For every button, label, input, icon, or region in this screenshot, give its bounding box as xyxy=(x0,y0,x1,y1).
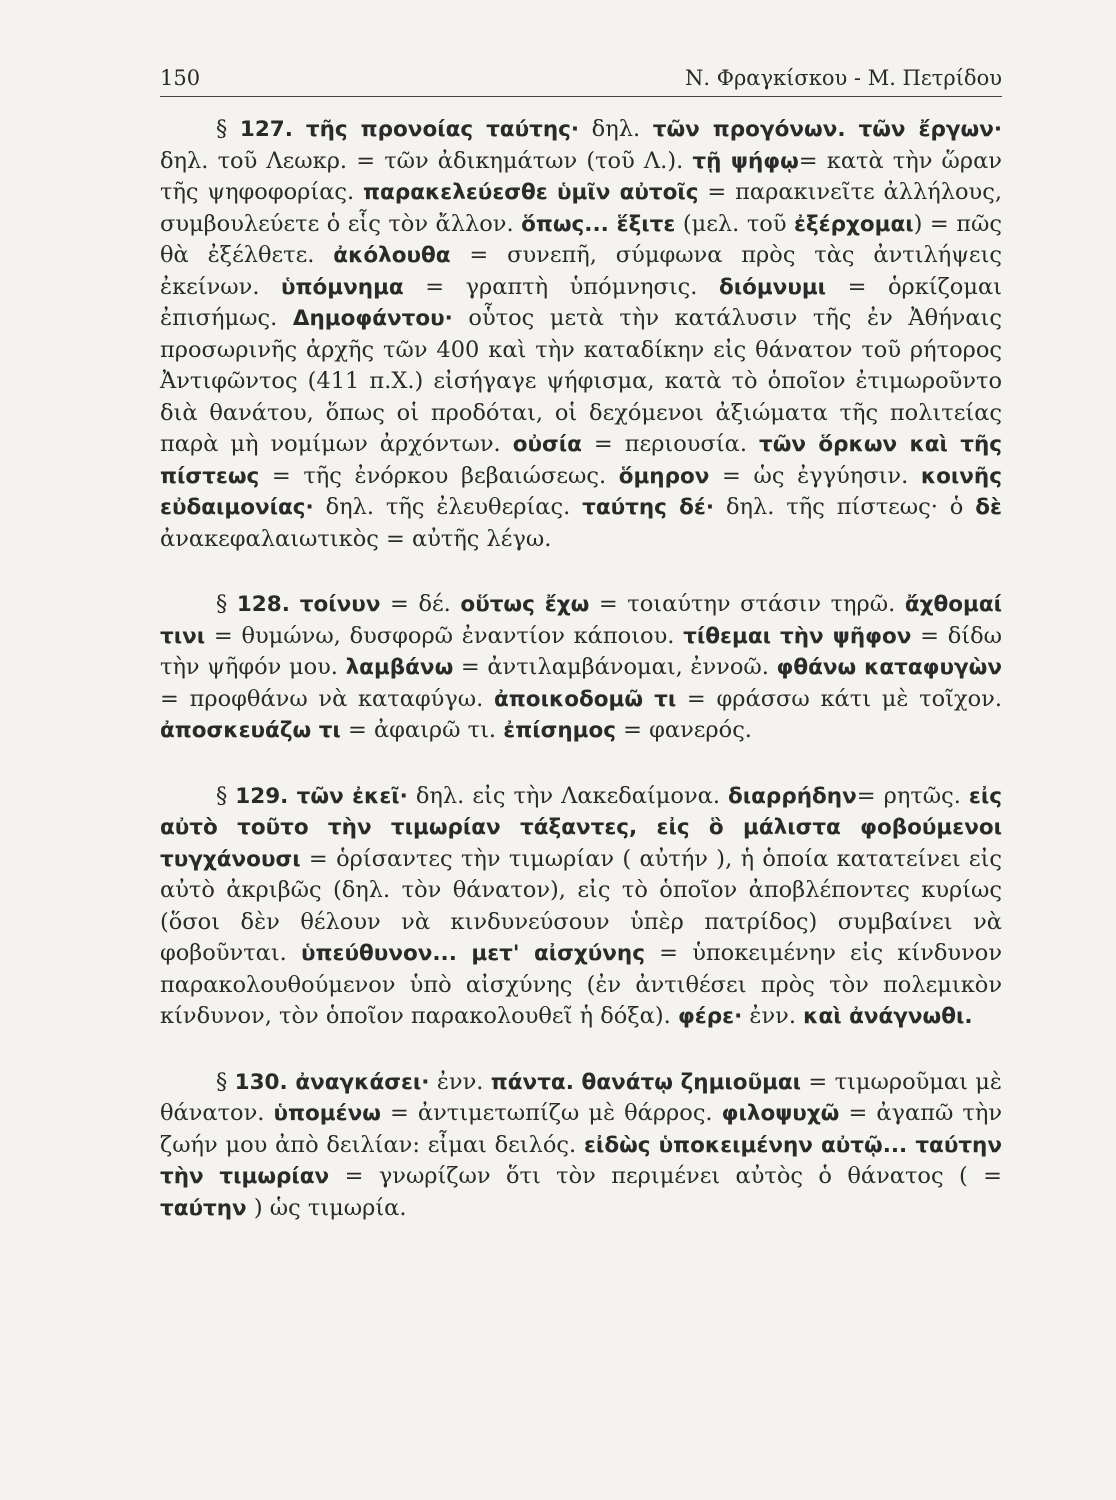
gloss-text: = δέ. xyxy=(380,591,461,617)
gloss-text: = παρακινεῖτε ἀλλήλους, συμβουλεύετε ὁ εἷς τὸν ἄλλον. xyxy=(160,179,1002,237)
gloss-text: § xyxy=(216,116,240,142)
lemma-term: φθάνω καταφυγὼν xyxy=(776,655,1002,680)
gloss-text: = γραπτὴ ὑπόμνησις. xyxy=(403,273,719,300)
lemma-term: τῶν προγόνων. τῶν ἔργων· xyxy=(652,117,1003,142)
lemma-term: ὑπομένω xyxy=(273,1101,381,1126)
lemma-term: 128. τοίνυν xyxy=(236,592,381,617)
lemma-term: 129. τῶν ἐκεῖ· xyxy=(235,783,408,809)
gloss-text: = ὡς ἐγγύησιν. xyxy=(709,462,921,489)
lemma-term: ἄχθομαί τινι xyxy=(160,592,1002,649)
gloss-text: δηλ. τῆς πίστεως· ὁ xyxy=(714,494,976,520)
page-number: 150 xyxy=(160,66,201,90)
lemma-term: εἰς αὐτὸ τοῦτο τὴν τιμωρίαν τάξαντες, εἰς ὃ μάλιστα φοβούμενοι τυγχάνουσι xyxy=(160,783,1002,872)
gloss-text: = δίδω τὴν ψῆφόν μου. xyxy=(160,622,1002,680)
gloss-text: = ὑποκειμένην εἰς κίνδυνον παρακολουθούμενον ὑπὸ αἰσχύνης (ἐν ἀντιθέσει πρὸς τὸν πολεμικὸν κίνδυνον, τὸν ὁποῖον παρακολουθεῖ ἡ δόξα). xyxy=(160,940,1002,1029)
lemma-term: καὶ ἀνάγνωθι. xyxy=(803,1004,973,1029)
gloss-text: οὗτος μετὰ τὴν κατάλυσιν τῆς ἐν Ἀθήναις προσωρινῆς ἀρχῆς τῶν 400 καὶ τὴν καταδίκην εἰς θάνατον τοῦ ρήτορος Ἀντιφῶντος (411 π.Χ.) εἰσήγαγε ψήφισμα, κατὰ τὸ ὁποῖον ἐτιμωροῦντο διὰ θανάτου, ὅπως οἱ προδόται, οἱ δεχόμενοι ἀξιώματα τῆς πολιτείας παρὰ μὴ νομίμων ἀρχόντων. xyxy=(160,305,1002,457)
author-line: Ν. Φραγκίσκου - Μ. Πετρίδου xyxy=(685,66,1002,90)
lemma-term: διόμνυμι xyxy=(718,274,827,300)
lemma-term: ἀκόλουθα xyxy=(333,243,451,268)
running-header xyxy=(160,66,1002,97)
lemma-term: ὅπως... ἕξιτε xyxy=(521,211,676,237)
lemma-term: φιλοψυχῶ xyxy=(721,1101,840,1126)
lemma-term: 127. τῆς προνοίας ταύτης· xyxy=(239,117,580,142)
lemma-term: ἐπίσημος xyxy=(503,718,616,743)
lemma-term: κοινῆς εὐδαιμονίας· xyxy=(160,463,1002,520)
gloss-text: δηλ. εἰς τὴν Λακεδαίμονα. xyxy=(407,782,729,809)
gloss-text: = προφθάνω νὰ καταφύγω. xyxy=(160,685,495,712)
lemma-term: Δημοφάντου· xyxy=(292,306,453,331)
lemma-term: παρακελεύεσθε ὑμῖν αὐτοῖς xyxy=(363,180,699,205)
gloss-text: = ὁρκίζομαι ἐπισήμως. xyxy=(160,273,1002,331)
lemma-term: ταύτην xyxy=(160,1195,247,1221)
gloss-text: ) ὡς τιμωρία. xyxy=(246,1194,407,1221)
gloss-text: = θυμώνω, δυσφορῶ ἐναντίον κάποιου. xyxy=(205,622,684,649)
lemma-term: οὐσία xyxy=(512,432,582,457)
lemma-term: τῶν ὅρκων καὶ τῆς πίστεως xyxy=(160,432,1002,489)
paragraph-127 xyxy=(160,114,1002,555)
gloss-text: § xyxy=(216,591,237,617)
gloss-text: δηλ. xyxy=(579,116,653,142)
lemma-term: φέρε· xyxy=(677,1004,743,1029)
lemma-term: ἀποικοδομῶ τι xyxy=(494,686,677,712)
gloss-text: = ἀγαπῶ τὴν ζωήν μου ἀπὸ δειλίαν: εἶμαι δειλός. xyxy=(160,1100,1002,1158)
lemma-term: ὅμηρον xyxy=(618,463,710,489)
gloss-text: = φράσσω κάτι μὲ τοῖχον. xyxy=(676,685,1002,712)
lemma-term: ταύτης δέ· xyxy=(582,495,715,520)
gloss-text: = τοιαύτην στάσιν τηρῶ. xyxy=(589,591,905,617)
lemma-term: δὲ xyxy=(975,495,1002,520)
gloss-text: = ἀφαιρῶ τι. xyxy=(340,717,504,743)
gloss-text: § xyxy=(216,1068,235,1095)
lemma-term: διαρρήδην xyxy=(728,783,857,809)
gloss-text: (μελ. τοῦ xyxy=(675,210,794,237)
gloss-text: δηλ. τοῦ Λεωκρ. = τῶν ἀδικημάτων (τοῦ Λ.). xyxy=(160,147,693,174)
gloss-text: ) = πῶς θὰ ἐξέλθετε. xyxy=(160,210,1002,268)
commentary-text xyxy=(160,114,1002,1258)
gloss-text: § xyxy=(216,782,236,809)
gloss-text: = ὁρίσαντες τὴν τιμωρίαν ( αὐτήν ), ἡ ὁποία κατατείνει εἰς αὐτὸ ἀκριβῶς (δηλ. τὸν θάνατον), εἰς τὸ ὁποῖον ἀποβλέποντες κυρίως (ὅσοι δὲν θέλουν νὰ κινδυνεύσουν ὑπὲρ πατρίδος) συμβαίνει νὰ φοβοῦνται. xyxy=(160,845,1002,966)
lemma-term: ἐξέρχομαι xyxy=(794,211,914,237)
lemma-term: εἰδὼς ὑποκειμένην αὐτῷ... ταύτην τὴν τιμωρίαν xyxy=(160,1132,1003,1189)
lemma-term: ὑπόμνημα xyxy=(281,274,404,300)
paragraph-128 xyxy=(160,589,1002,747)
lemma-term: λαμβάνω xyxy=(345,655,454,680)
gloss-text: = γνωρίζων ὅτι τὸν περιμένει αὐτὸς ὁ θάνατος ( = xyxy=(329,1163,1002,1189)
gloss-text: ἐνν. xyxy=(742,1003,804,1029)
lemma-term: 130. ἀναγκάσει· xyxy=(234,1069,430,1095)
gloss-text: = τιμωροῦμαι μὲ θάνατον. xyxy=(160,1068,1002,1126)
gloss-text: = ἀντιμετωπίζω μὲ θάρρος. xyxy=(380,1100,722,1126)
gloss-text: = τῆς ἐνόρκου βεβαιώσεως. xyxy=(259,462,619,489)
lemma-term: τῇ ψήφῳ xyxy=(692,148,799,174)
paragraph-129 xyxy=(160,781,1002,1033)
gloss-text: = συνεπῆ, σύμφωνα πρὸς τὰς ἀντιλήψεις ἐκείνων. xyxy=(160,242,1002,300)
lemma-term: ὑπεύθυνον... μετ' αἰσχύνης xyxy=(301,941,645,966)
paragraph-130 xyxy=(160,1067,1002,1225)
gloss-text: = ἀντιλαμβάνομαι, ἐννοῶ. xyxy=(453,654,777,680)
lemma-term: πάντα. θανάτῳ ζημιοῦμαι xyxy=(490,1069,802,1095)
gloss-text: ἀνακεφαλαιωτικὸς = αὐτῆς λέγω. xyxy=(160,525,552,552)
gloss-text: ἐνν. xyxy=(429,1068,491,1095)
gloss-text: = περιουσία. xyxy=(581,431,759,457)
gloss-text: = ρητῶς. xyxy=(856,782,969,809)
gloss-text: = κατὰ τὴν ὥραν τῆς ψηφοφορίας. xyxy=(160,147,1002,205)
gloss-text: δηλ. τῆς ἐλευθερίας. xyxy=(313,494,583,520)
lemma-term: οὕτως ἔχω xyxy=(460,592,590,617)
gloss-text: = φανερός. xyxy=(615,717,752,743)
lemma-term: τίθεμαι τὴν ψῆφον xyxy=(683,623,912,649)
lemma-term: ἀποσκευάζω τι xyxy=(160,718,341,743)
